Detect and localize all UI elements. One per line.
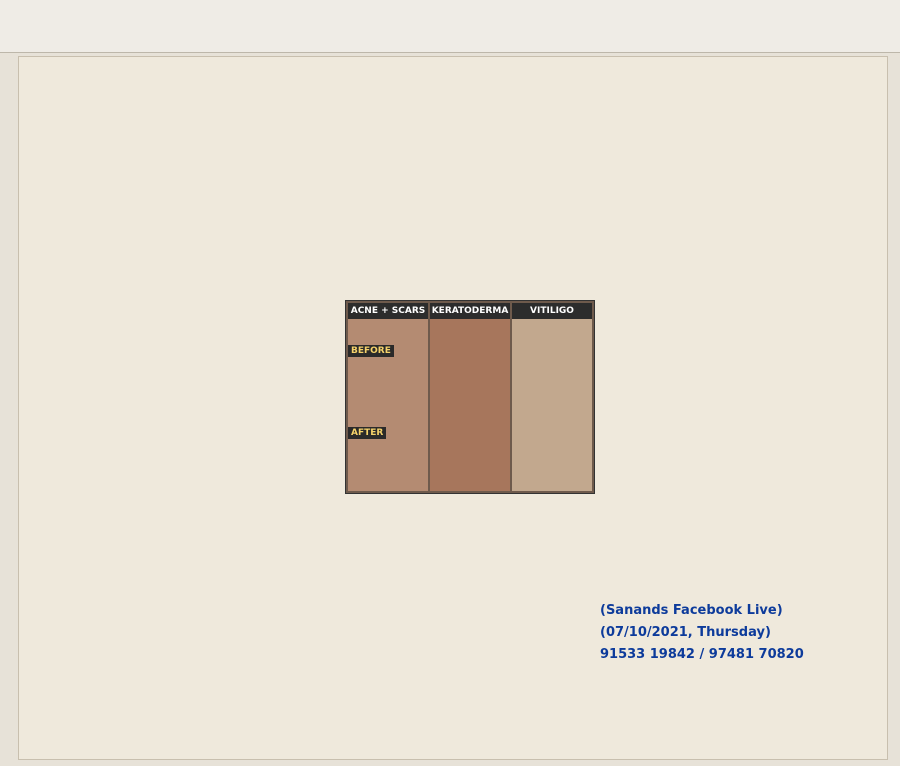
acne-label: ACNE + SCARS: [348, 303, 428, 319]
before-label: BEFORE: [348, 345, 394, 357]
contact-line-2: (07/10/2021, Thursday): [600, 625, 771, 640]
vitiligo-label: VITILIGO: [512, 303, 592, 319]
contact-block: [600, 600, 880, 666]
vitiligo-photo: [512, 319, 592, 491]
after-label: AFTER: [348, 427, 386, 439]
before-after-photo: [345, 300, 595, 494]
keratoderma-photo: [430, 319, 510, 491]
keratoderma-label: KERATODERMA: [430, 303, 510, 319]
contact-phone: 91533 19842 / 97481 70820: [600, 647, 804, 662]
contact-line-1: (Sanands Facebook Live): [600, 603, 783, 618]
masthead: [0, 0, 900, 53]
